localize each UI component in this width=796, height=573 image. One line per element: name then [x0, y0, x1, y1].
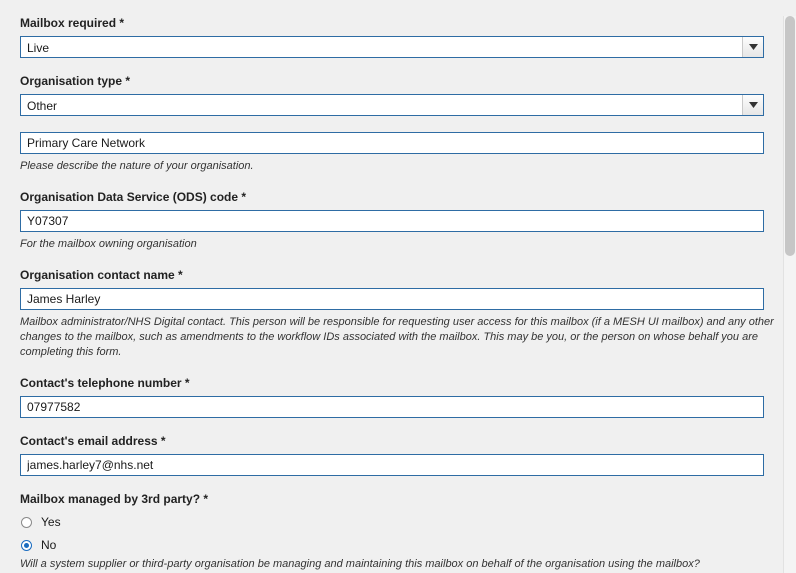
radio-no-label: No — [41, 538, 57, 552]
organisation-type-value: Other — [20, 94, 764, 116]
ods-code-hint: For the mailbox owning organisation — [20, 238, 197, 250]
managed-by-third-party-label: Mailbox managed by 3rd party? * — [20, 492, 209, 506]
mailbox-required-label: Mailbox required * — [20, 16, 125, 30]
organisation-type-other-input[interactable] — [20, 132, 764, 154]
radio-option-yes[interactable] — [20, 515, 776, 529]
radio-yes-icon[interactable] — [21, 517, 32, 528]
radio-yes-label: Yes — [41, 515, 61, 529]
field-contact-telephone — [0, 376, 796, 418]
organisation-type-label: Organisation type * — [20, 74, 131, 88]
ods-code-label: Organisation Data Service (ODS) code * — [20, 190, 247, 204]
ods-code-input[interactable] — [20, 210, 764, 232]
field-mailbox-required — [0, 16, 796, 58]
field-organisation-type — [0, 74, 796, 116]
scrollbar-thumb[interactable] — [785, 16, 795, 256]
mailbox-required-value: Live — [20, 36, 764, 58]
field-ods-code — [0, 190, 796, 252]
radio-option-no[interactable] — [20, 538, 776, 552]
organisation-type-other-hint: Please describe the nature of your organisation. — [20, 160, 254, 172]
organisation-contact-name-label: Organisation contact name * — [20, 268, 183, 282]
field-contact-email — [0, 434, 796, 476]
contact-email-label: Contact's email address * — [20, 434, 166, 448]
managed-by-third-party-hint: Will a system supplier or third-party organisation be managing and maintaining this mailbox on behalf of the organisation using the mailbox? — [20, 558, 700, 570]
mailbox-request-form — [0, 16, 796, 572]
chevron-down-icon[interactable] — [742, 37, 763, 57]
organisation-contact-name-hint: Mailbox administrator/NHS Digital contact. This person will be responsible for requesting user access for this mailbox (if a MESH UI mailbox) and any other changes to the mailbox, such as amendments to the workflow IDs associated with the mailbox. This may be you, or the person on whose behalf you are completing this form. — [20, 316, 774, 358]
contact-telephone-input[interactable] — [20, 396, 764, 418]
radio-no-icon[interactable] — [21, 540, 32, 551]
contact-email-input[interactable] — [20, 454, 764, 476]
organisation-type-select[interactable] — [20, 94, 764, 116]
mailbox-required-select[interactable] — [20, 36, 764, 58]
vertical-scrollbar[interactable] — [783, 16, 796, 573]
chevron-down-icon[interactable] — [742, 95, 763, 115]
field-organisation-contact-name — [0, 268, 796, 360]
organisation-contact-name-input[interactable] — [20, 288, 764, 310]
contact-telephone-label: Contact's telephone number * — [20, 376, 190, 390]
field-organisation-type-other — [0, 132, 796, 174]
field-managed-by-third-party — [0, 492, 796, 572]
